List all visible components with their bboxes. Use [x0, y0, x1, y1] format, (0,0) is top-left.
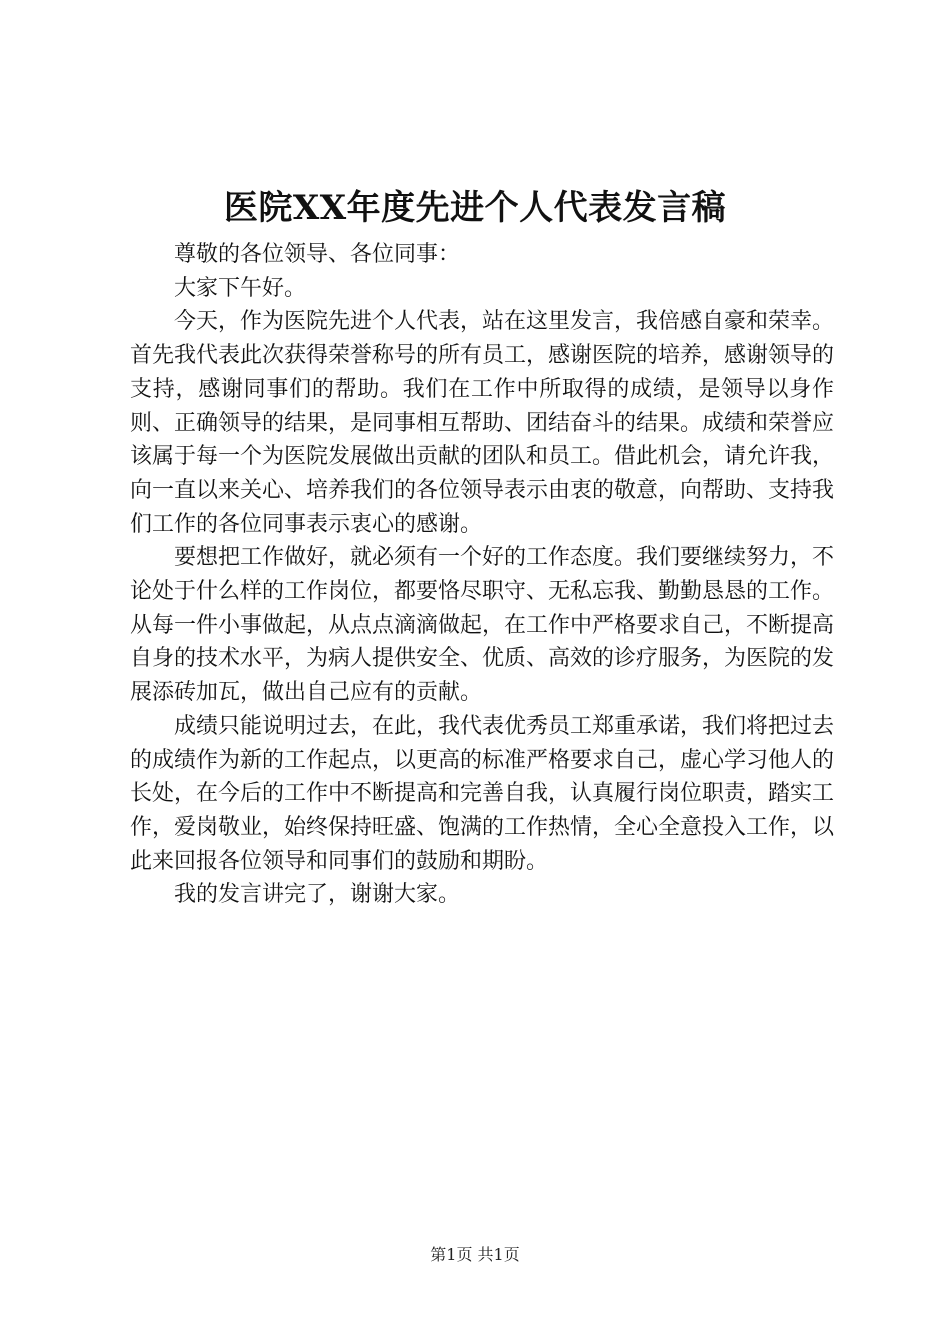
body-paragraph-3: 成绩只能说明过去，在此，我代表优秀员工郑重承诺，我们将把过去的成绩作为新的工作起点，以更高的标准严格要求自己，虚心学习他人的长处，在今后的工作中不断提高和完善自我，认真履行岗位职责，踏实工作，爱岗敬业，始终保持旺盛、饱满的工作热情，全心全意投入工作，以此来回报各位领导和同事们的鼓励和期盼。 — [130, 713, 835, 874]
document-body — [130, 238, 834, 912]
salutation-paragraph: 尊敬的各位领导、各位同事： — [174, 242, 461, 267]
page-footer: 第1页 共1页 — [430, 1245, 520, 1264]
document-title: 医院XX年度先进个人代表发言稿 — [223, 188, 727, 228]
body-paragraph-1: 今天，作为医院先进个人代表，站在这里发言，我倍感自豪和荣幸。首先我代表此次获得荣誉称号的所有员工，感谢医院的培养，感谢领导的支持，感谢同事们的帮助。我们在工作中所取得的成绩，是领导以身作则、正确领导的结果，是同事相互帮助、团结奋斗的结果。成绩和荣誉应该属于每一个为医院发展做出贡献的团队和员工。借此机会，请允许我，向一直以来关心、培养我们的各位领导表示由衷的敬意，向帮助、支持我们工作的各位同事表示衷心的感谢。 — [130, 309, 835, 537]
greeting-paragraph: 大家下午好。 — [174, 275, 307, 301]
body-paragraph-2: 要想把工作做好，就必须有一个好的工作态度。我们要继续努力，不论处于什么样的工作岗位，都要恪尽职守、无私忘我、勤勤恳恳的工作。从每一件小事做起，从点点滴滴做起，在工作中严格要求自己，不断提高自身的技术水平，为病人提供安全、优质、高效的诊疗服务，为医院的发展添砖加瓦，做出自己应有的贡献。 — [130, 545, 835, 706]
closing-paragraph: 我的发言讲完了，谢谢大家。 — [174, 882, 461, 908]
